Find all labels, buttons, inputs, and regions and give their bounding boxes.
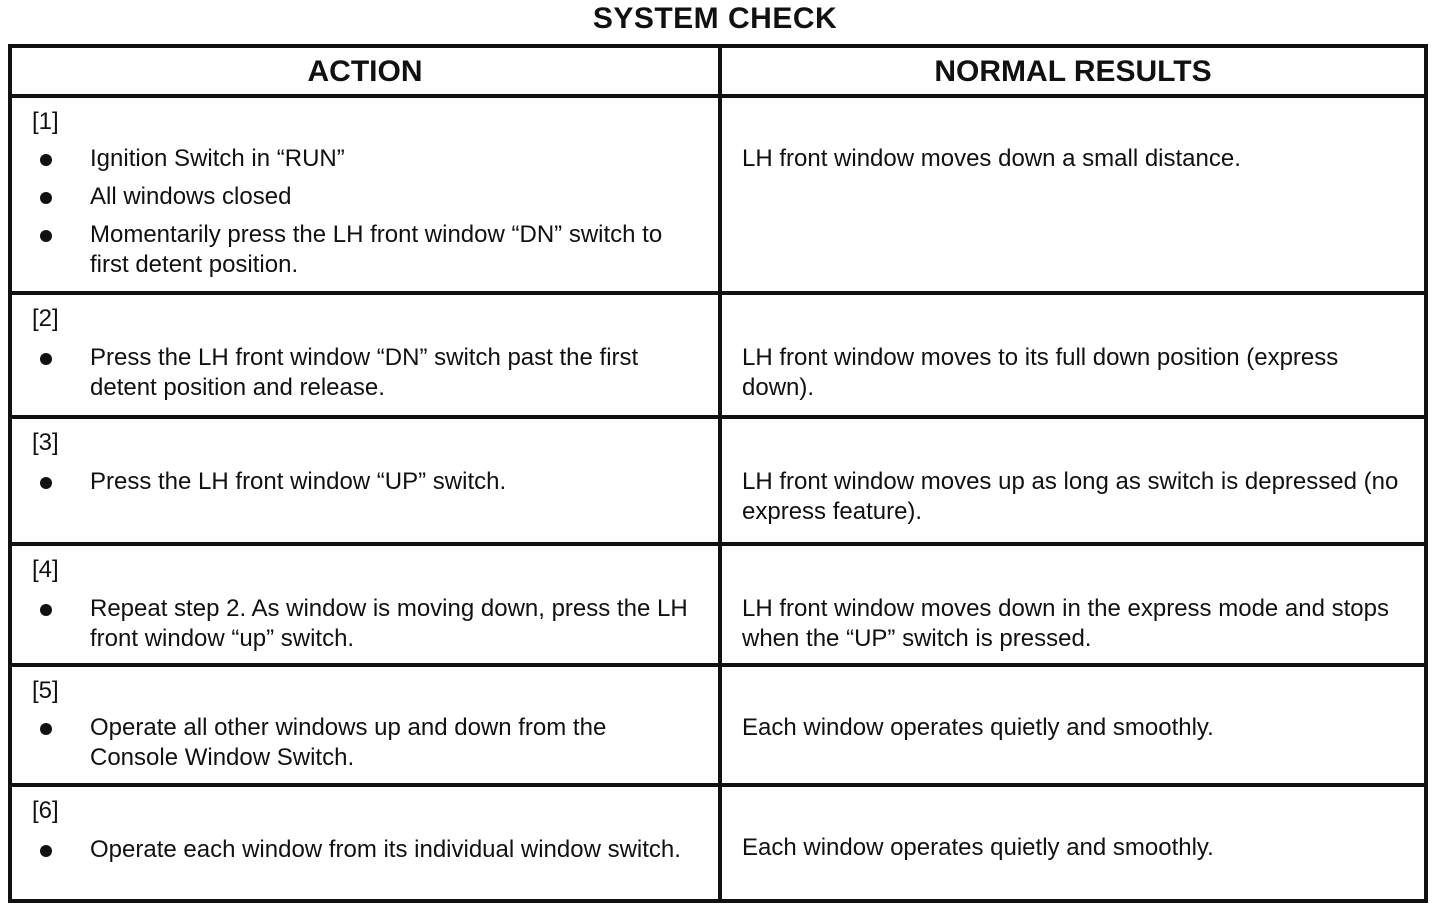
action-item — [12, 713, 698, 773]
action-list — [12, 835, 718, 865]
page-title: SYSTEM CHECK — [592, 2, 838, 35]
action-cell — [10, 293, 720, 417]
bullet-icon — [40, 604, 52, 616]
action-item — [12, 144, 698, 174]
action-item — [12, 343, 698, 403]
step-number: [4] — [32, 556, 59, 583]
action-cell — [10, 544, 720, 665]
action-item — [12, 835, 698, 865]
header-row — [10, 46, 1426, 96]
action-text: Operate all other windows up and down from the Console Window Switch. — [90, 714, 607, 771]
result-text: LH front window moves to its full down position (express down). — [742, 344, 1339, 401]
result-cell — [720, 544, 1426, 665]
result-cell — [720, 96, 1426, 293]
normal-results-column-header: NORMAL RESULTS — [720, 46, 1426, 96]
result-text: Each window operates quietly and smoothly. — [742, 834, 1214, 861]
action-text: All windows closed — [90, 183, 292, 210]
result-text: LH front window moves down in the express mode and stops when the “UP” switch is pressed. — [742, 595, 1390, 652]
table-row — [10, 665, 1426, 785]
bullet-icon — [40, 353, 52, 365]
table-row — [10, 96, 1426, 293]
step-number: [2] — [32, 305, 59, 332]
action-item — [12, 182, 698, 212]
action-list — [12, 343, 718, 403]
action-cell — [10, 785, 720, 901]
action-list — [12, 594, 718, 654]
action-list — [12, 144, 718, 280]
table-row — [10, 785, 1426, 901]
step-number: [6] — [32, 797, 59, 824]
result-cell — [720, 417, 1426, 544]
action-cell — [10, 96, 720, 293]
action-list — [12, 467, 718, 497]
action-item — [12, 220, 698, 280]
bullet-icon — [40, 477, 52, 489]
action-item — [12, 594, 698, 654]
system-check-table — [8, 44, 1428, 903]
result-text: LH front window moves down a small distance. — [742, 145, 1241, 172]
result-text: LH front window moves up as long as switch is depressed (no express feature). — [742, 468, 1399, 525]
action-column-header: ACTION — [10, 46, 720, 96]
bullet-icon — [40, 154, 52, 166]
result-cell — [720, 293, 1426, 417]
action-text: Ignition Switch in “RUN” — [90, 145, 345, 172]
action-text: Momentarily press the LH front window “DN” switch to first detent position. — [90, 221, 663, 278]
step-number: [3] — [32, 429, 59, 456]
step-number: [5] — [32, 677, 59, 704]
action-item — [12, 467, 698, 497]
step-number: [1] — [32, 108, 59, 135]
action-cell — [10, 665, 720, 785]
action-text: Repeat step 2. As window is moving down, press the LH front window “up” switch. — [90, 595, 688, 652]
result-cell — [720, 665, 1426, 785]
table-row — [10, 544, 1426, 665]
bullet-icon — [40, 230, 52, 242]
action-text: Press the LH front window “DN” switch past the first detent position and release. — [90, 344, 639, 401]
table-row — [10, 417, 1426, 544]
bullet-icon — [40, 845, 52, 857]
bullet-icon — [40, 723, 52, 735]
action-list — [12, 713, 718, 773]
result-cell — [720, 785, 1426, 901]
action-text: Press the LH front window “UP” switch. — [90, 468, 507, 495]
action-text: Operate each window from its individual window switch. — [90, 836, 681, 863]
result-text: Each window operates quietly and smoothly. — [742, 714, 1214, 741]
bullet-icon — [40, 192, 52, 204]
table-row — [10, 293, 1426, 417]
action-cell — [10, 417, 720, 544]
